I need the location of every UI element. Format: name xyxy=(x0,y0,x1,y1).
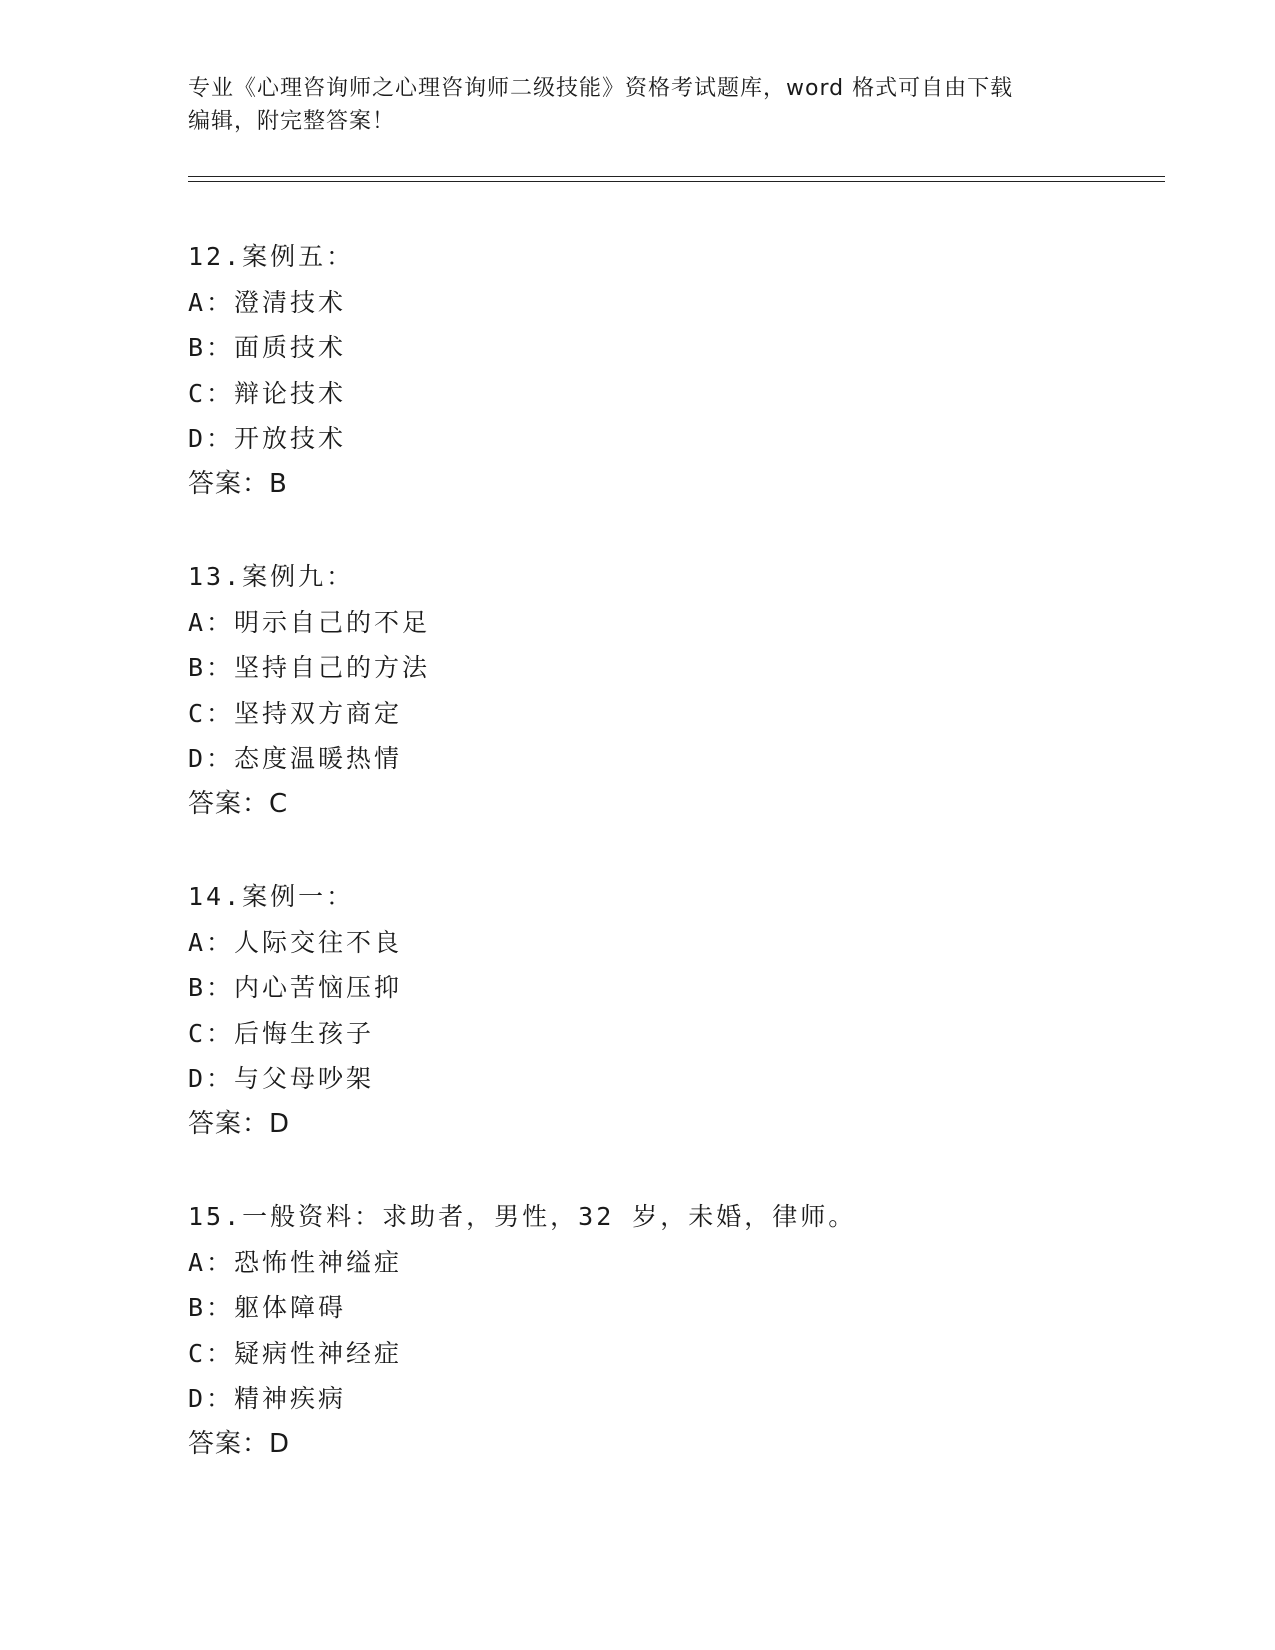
option-c: C：坚持双方商定 xyxy=(188,698,403,728)
option-c: C：辩论技术 xyxy=(188,378,347,408)
question-stem: 14.案例一： xyxy=(188,882,355,911)
option-d: D：与父母吵架 xyxy=(188,1064,375,1093)
option-a: A：人际交往不良 xyxy=(188,927,403,957)
option-b: B：内心苦恼压抑 xyxy=(188,973,403,1002)
question-13 xyxy=(188,554,1168,827)
header-divider-top xyxy=(188,176,1165,177)
question-stem: 15.一般资料：求助者，男性，32 岁，未婚，律师。 xyxy=(188,1202,857,1231)
header-divider-bottom xyxy=(188,181,1165,182)
answer: 答案：B xyxy=(188,468,288,499)
question-stem: 13.案例九： xyxy=(188,562,355,591)
option-b: B：坚持自己的方法 xyxy=(188,653,431,682)
option-a: A：明示自己的不足 xyxy=(188,607,431,637)
document-header xyxy=(188,72,1088,138)
header-line-1: 专业《心理咨询师之心理咨询师二级技能》资格考试题库，word 格式可自由下载 xyxy=(188,76,1014,101)
option-b: B：面质技术 xyxy=(188,333,347,362)
option-c: C：疑病性神经症 xyxy=(188,1338,403,1368)
question-14 xyxy=(188,874,1168,1147)
option-d: D：开放技术 xyxy=(188,424,347,453)
question-12 xyxy=(188,234,1168,507)
option-d: D：精神疾病 xyxy=(188,1384,347,1413)
option-d: D：态度温暖热情 xyxy=(188,744,403,773)
option-a: A：恐怖性神缢症 xyxy=(188,1247,403,1277)
question-stem: 12.案例五： xyxy=(188,242,355,271)
option-a: A：澄清技术 xyxy=(188,287,347,317)
answer: 答案：D xyxy=(188,1428,291,1459)
option-c: C：后悔生孩子 xyxy=(188,1018,375,1048)
answer: 答案：D xyxy=(188,1108,291,1139)
option-b: B：躯体障碍 xyxy=(188,1293,347,1322)
header-line-2: 编辑，附完整答案！ xyxy=(188,109,396,134)
answer: 答案：C xyxy=(188,788,289,819)
question-15 xyxy=(188,1194,1168,1467)
